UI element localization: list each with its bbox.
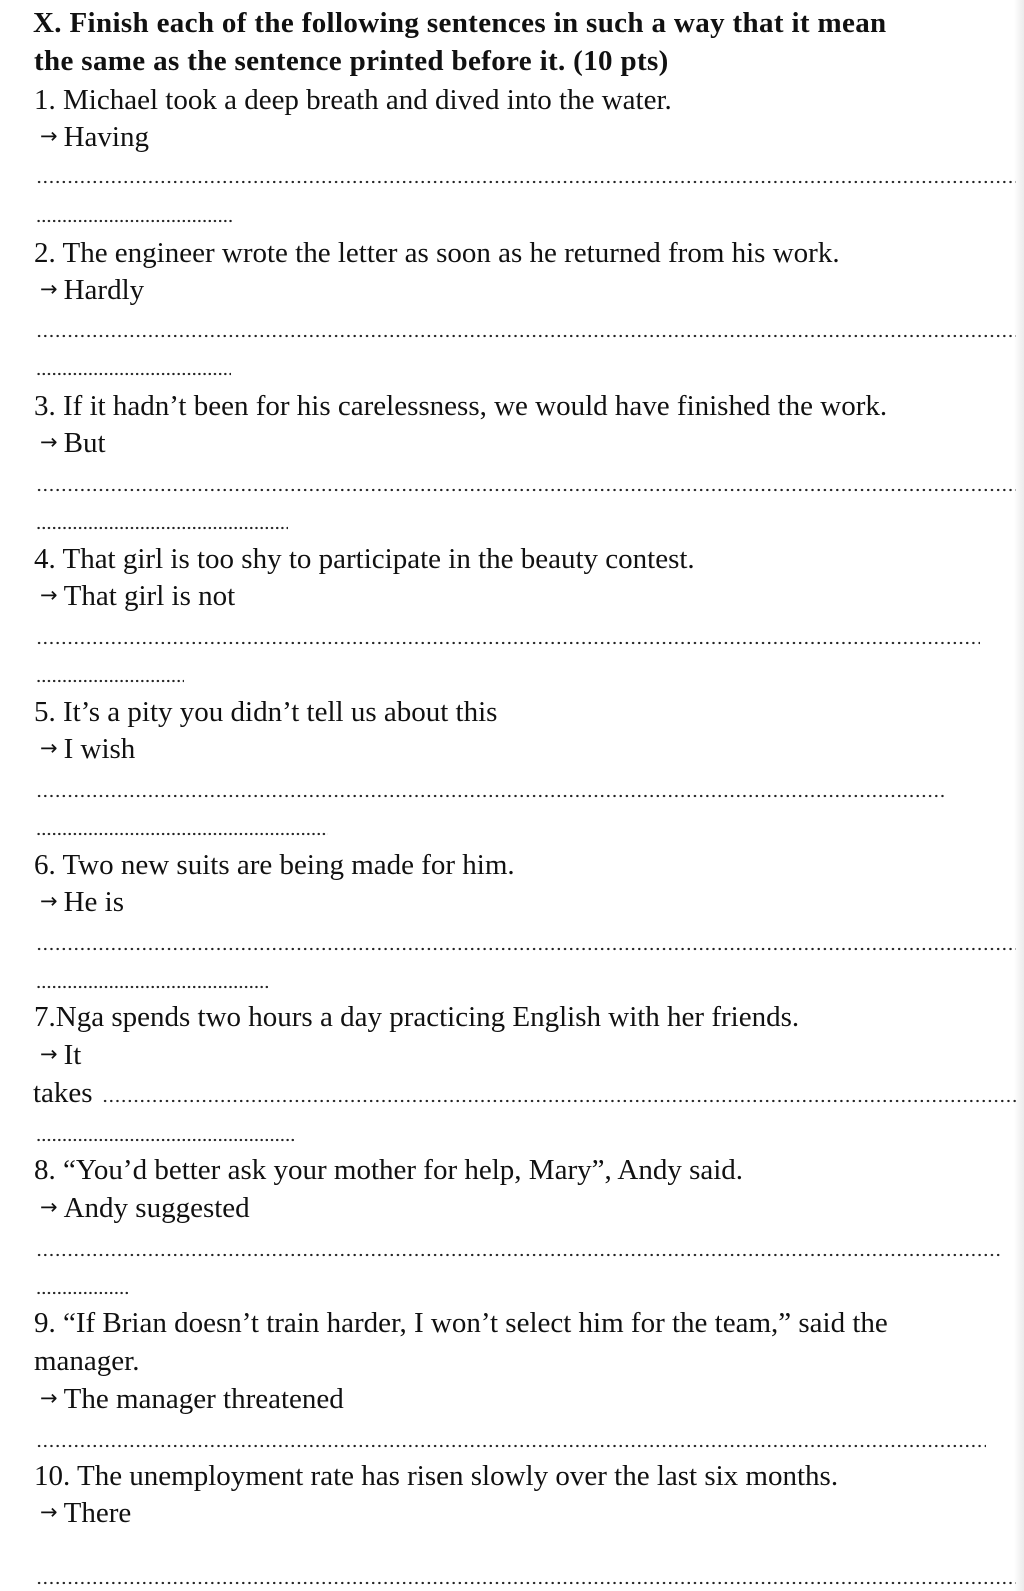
question-9-prompt [40,1382,344,1418]
question-2-text: 2. The engineer wrote the letter as soon as he returned from his work. [34,237,840,269]
question-9-answer-line-1[interactable] [36,1443,986,1449]
question-2-answer-line-1[interactable] [36,333,1016,339]
arrow-icon: → [40,124,58,148]
arrow-icon: → [40,1195,58,1219]
question-3-prompt-text: But [63,427,106,459]
page-edge-shadow [1014,0,1024,1591]
question-8-text: 8. “You’d better ask your mother for help, Mary”, Andy said. [34,1154,744,1186]
exercise-title-line-2: the same as the sentence printed before it. (10 pts) [34,45,669,77]
question-2-prompt [40,273,144,309]
question-4-answer-line-2[interactable] [36,678,184,684]
question-6-prompt [40,885,124,921]
question-10-text: 10. The unemployment rate has risen slowly over the last six months. [34,1460,839,1492]
question-4-text: 4. That girl is too shy to participate in the beauty contest. [34,543,695,575]
question-5-answer-line-1[interactable] [36,793,946,799]
question-1-answer-line-2[interactable] [36,218,234,224]
question-2-answer-line-2[interactable] [36,371,231,377]
question-3-prompt [40,426,106,462]
question-3-answer-line-1[interactable] [36,487,1016,493]
question-9-text-line-1: 9. “If Brian doesn’t train harder, I won’t select him for the team,” said the [34,1307,888,1339]
question-8-answer-line-1[interactable] [36,1252,1000,1258]
question-8-prompt-text: Andy suggested [63,1192,250,1224]
arrow-icon: → [40,583,58,607]
arrow-icon: → [40,1500,58,1524]
question-7-prompt-text: It [63,1039,82,1071]
question-1-prompt [40,120,149,156]
question-4-answer-line-1[interactable] [36,640,980,646]
question-7-answer-line-1[interactable] [102,1098,1016,1104]
question-2-prompt-text: Hardly [63,274,145,306]
question-5-answer-line-2[interactable] [36,831,328,837]
question-5-prompt [40,732,135,768]
question-4-prompt [40,579,235,615]
question-8-answer-line-2[interactable] [36,1290,130,1296]
question-6-text: 6. Two new suits are being made for him. [34,849,515,881]
question-6-answer-line-1[interactable] [36,946,1016,952]
question-9-prompt-text: The manager threatened [63,1383,344,1415]
question-7-prompt [40,1038,81,1074]
question-9-text-line-2: manager. [34,1345,140,1377]
question-10-answer-line-1[interactable] [36,1580,1016,1586]
question-1-answer-line-1[interactable] [36,179,1016,185]
arrow-icon: → [40,277,58,301]
question-1-prompt-text: Having [63,121,149,153]
question-5-prompt-text: I wish [63,733,136,765]
question-6-answer-line-2[interactable] [36,984,270,990]
question-4-prompt-text: That girl is not [63,580,236,612]
question-10-prompt [40,1496,131,1532]
question-7-answer-line-2[interactable] [36,1137,296,1143]
question-3-answer-line-2[interactable] [36,525,288,531]
arrow-icon: → [40,1042,58,1066]
arrow-icon: → [40,889,58,913]
arrow-icon: → [40,736,58,760]
arrow-icon: → [40,1386,58,1410]
question-7-text: 7.Nga spends two hours a day practicing English with her friends. [34,1001,800,1033]
question-10-prompt-text: There [63,1497,132,1529]
question-5-text: 5. It’s a pity you didn’t tell us about this [34,696,498,728]
question-8-prompt [40,1191,250,1227]
arrow-icon: → [40,430,58,454]
exercise-title-line-1: X. Finish each of the following sentences in such a way that it mean [33,7,887,39]
question-3-text: 3. If it hadn’t been for his carelessness, we would have finished the work. [34,390,888,422]
question-7-continuation [33,1076,93,1110]
question-1-text: 1. Michael took a deep breath and dived into the water. [34,84,672,116]
question-7-continuation-text: takes [33,1077,93,1109]
question-6-prompt-text: He is [63,886,125,918]
